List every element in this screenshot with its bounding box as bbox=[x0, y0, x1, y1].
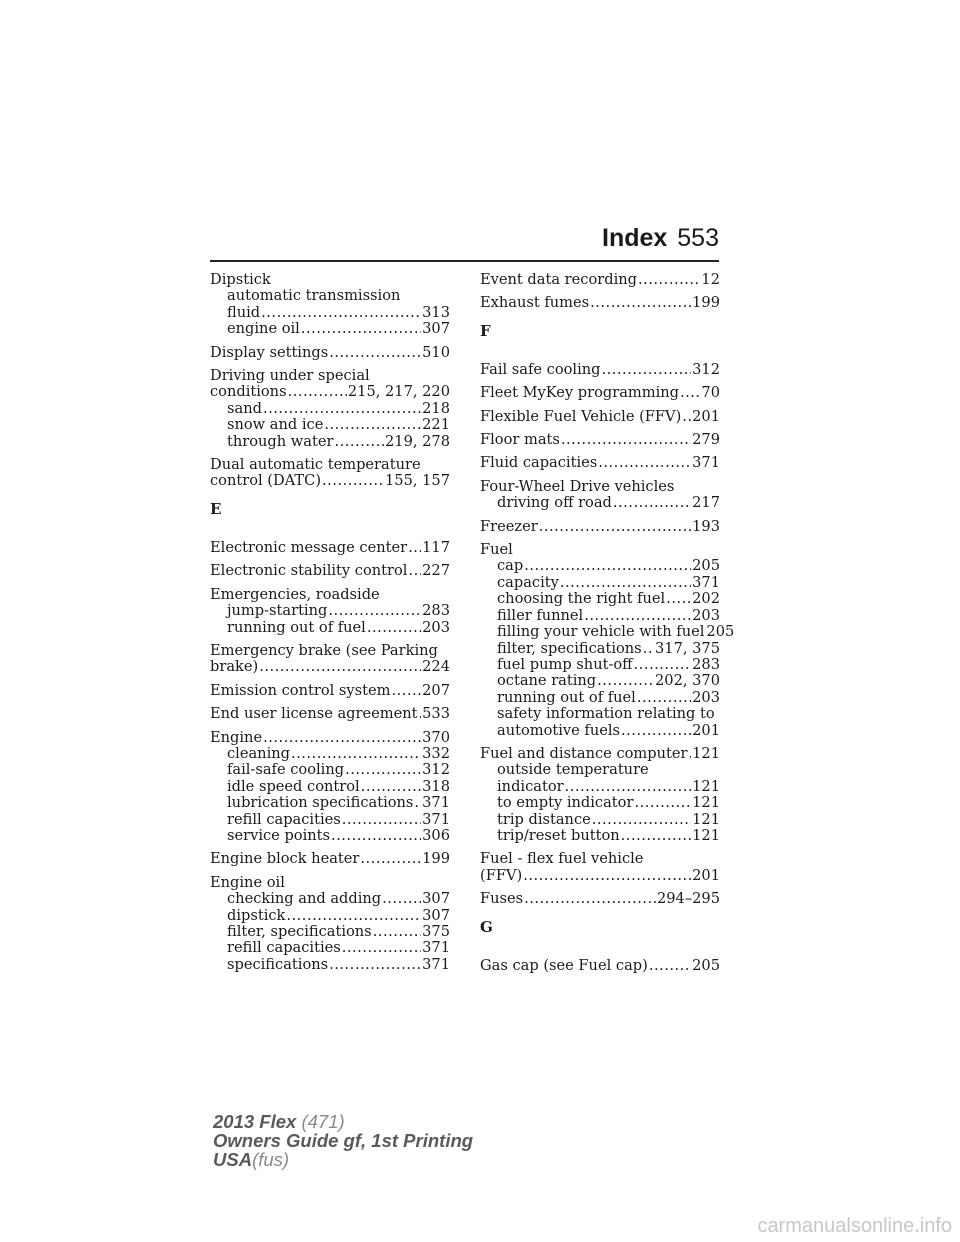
dot-leader bbox=[634, 795, 691, 811]
index-subentry bbox=[210, 779, 450, 795]
dot-leader bbox=[602, 362, 692, 378]
dot-leader bbox=[597, 673, 654, 689]
index-term-line bbox=[480, 746, 720, 762]
dot-leader bbox=[322, 473, 384, 489]
index-term: refill capacities bbox=[227, 939, 341, 957]
page-reference: 224 bbox=[422, 658, 450, 676]
index-entry bbox=[210, 683, 450, 699]
index-subentry bbox=[480, 673, 720, 689]
index-subentry bbox=[480, 495, 720, 511]
index-term: Freezer bbox=[480, 517, 538, 535]
dot-leader bbox=[565, 779, 692, 795]
page-title: Index bbox=[602, 224, 668, 252]
page-reference: 201 bbox=[692, 866, 720, 884]
page-reference: 370 bbox=[422, 728, 450, 746]
dot-leader bbox=[561, 432, 691, 448]
dot-leader bbox=[334, 434, 384, 450]
index-subentry bbox=[210, 401, 450, 417]
index-subentry bbox=[210, 603, 450, 619]
index-entry bbox=[210, 457, 450, 490]
page-reference: 312 bbox=[422, 761, 450, 779]
dot-leader bbox=[342, 812, 421, 828]
index-term-line bbox=[480, 385, 720, 401]
page-reference: 371 bbox=[422, 794, 450, 812]
page-reference: 218 bbox=[422, 399, 450, 417]
index-term-line bbox=[210, 563, 450, 579]
index-term-line bbox=[480, 272, 720, 288]
index-term-line bbox=[210, 272, 450, 288]
page-reference: 533 bbox=[422, 705, 450, 723]
index-term: driving off road bbox=[497, 494, 612, 512]
index-entry bbox=[480, 432, 720, 448]
index-term-line bbox=[480, 891, 720, 907]
index-term: through water bbox=[227, 432, 334, 450]
page-reference: 312 bbox=[692, 360, 720, 378]
index-entry bbox=[480, 746, 720, 844]
index-entry bbox=[210, 587, 450, 636]
page-reference: 201 bbox=[692, 721, 720, 739]
dot-leader bbox=[560, 575, 691, 591]
page-reference: 227 bbox=[422, 562, 450, 580]
index-term: Emergencies, roadside bbox=[210, 585, 380, 603]
index-subentry bbox=[480, 591, 720, 607]
dot-leader bbox=[259, 659, 421, 675]
index-entry bbox=[210, 706, 450, 722]
index-term: Engine bbox=[210, 728, 263, 746]
page-reference: 279 bbox=[692, 431, 720, 449]
page-reference: 202 bbox=[692, 590, 720, 608]
index-term: sand bbox=[227, 399, 262, 417]
dot-leader bbox=[666, 591, 691, 607]
index-term: snow and ice bbox=[227, 416, 324, 434]
index-term: Fuses bbox=[480, 890, 524, 908]
index-subentry bbox=[480, 828, 720, 844]
index-term: choosing the right fuel bbox=[497, 590, 666, 608]
index-term-line bbox=[210, 345, 450, 361]
dot-leader bbox=[263, 401, 421, 417]
index-entry bbox=[480, 541, 735, 739]
index-term-line bbox=[210, 457, 450, 473]
footer-model: 2013 Flex bbox=[213, 1111, 297, 1132]
index-subentry bbox=[210, 908, 450, 924]
footer-region-code: (fus) bbox=[252, 1149, 290, 1170]
index-term: trip/reset button bbox=[497, 826, 620, 844]
watermark: carmanualsonline.info bbox=[757, 1215, 952, 1237]
index-subentry bbox=[480, 690, 720, 706]
dot-leader bbox=[261, 305, 421, 321]
dot-leader bbox=[286, 908, 421, 924]
index-subentry bbox=[480, 762, 720, 778]
dot-leader bbox=[288, 384, 347, 400]
footer-model-code: (471) bbox=[301, 1111, 345, 1132]
index-subentry bbox=[480, 657, 720, 673]
page-reference: 121 bbox=[692, 810, 720, 828]
index-term: Engine oil bbox=[210, 873, 285, 891]
index-term: jump-starting bbox=[227, 602, 328, 620]
index-term: Fuel and distance computer bbox=[480, 744, 688, 762]
page-reference: 307 bbox=[422, 906, 450, 924]
page-reference: 219, 278 bbox=[385, 432, 450, 450]
dot-leader bbox=[361, 779, 421, 795]
dot-leader bbox=[419, 706, 422, 722]
index-term: trip distance bbox=[497, 810, 591, 828]
page-reference: 199 bbox=[692, 294, 720, 312]
dot-leader bbox=[524, 558, 691, 574]
index-term: refill capacities bbox=[227, 810, 341, 828]
dot-leader bbox=[408, 540, 421, 556]
dot-leader bbox=[360, 851, 421, 867]
index-subentry bbox=[210, 891, 450, 907]
page-reference: 155, 157 bbox=[385, 472, 450, 490]
dot-leader bbox=[373, 924, 421, 940]
index-term: Dipstick bbox=[210, 271, 271, 288]
index-entry bbox=[480, 272, 720, 288]
index-term: control (DATC) bbox=[210, 472, 322, 490]
index-subentry bbox=[210, 957, 450, 973]
page-reference: 371 bbox=[692, 454, 720, 472]
index-subentry bbox=[210, 305, 450, 321]
index-term-line bbox=[210, 540, 450, 556]
index-term-line bbox=[480, 455, 720, 471]
dot-leader bbox=[524, 891, 656, 907]
index-column-left bbox=[210, 272, 450, 980]
index-subentry bbox=[210, 434, 450, 450]
index-entry bbox=[480, 479, 720, 512]
index-entry bbox=[210, 730, 450, 845]
index-term: Flexible Fuel Vehicle (FFV) bbox=[480, 407, 682, 425]
section-letter: E bbox=[210, 499, 222, 518]
page-reference: 201 bbox=[692, 407, 720, 425]
index-term-line bbox=[480, 851, 720, 867]
footer-guide: Owners Guide gf, 1st Printing bbox=[213, 1130, 474, 1151]
page-reference: 121 bbox=[692, 794, 720, 812]
index-term: Event data recording bbox=[480, 271, 637, 288]
index-entry bbox=[210, 272, 450, 338]
index-subentry bbox=[480, 608, 720, 624]
index-subentry bbox=[210, 746, 450, 762]
page-reference: 205 bbox=[692, 956, 720, 974]
index-term: Engine block heater bbox=[210, 850, 360, 868]
dot-leader bbox=[688, 746, 691, 762]
page-reference: 121 bbox=[692, 826, 720, 844]
page-reference: 371 bbox=[422, 955, 450, 973]
index-term: octane rating bbox=[497, 672, 597, 690]
index-term-line bbox=[210, 730, 450, 746]
index-term-line bbox=[210, 706, 450, 722]
page-reference: 70 bbox=[701, 384, 720, 402]
dot-leader bbox=[637, 690, 691, 706]
index-term: Display settings bbox=[210, 343, 329, 361]
index-term: cap bbox=[497, 557, 524, 575]
index-term: fluid bbox=[227, 303, 261, 321]
dot-leader bbox=[301, 321, 421, 337]
index-term-line bbox=[480, 409, 720, 425]
index-entry bbox=[480, 295, 720, 311]
index-term: engine oil bbox=[227, 320, 300, 338]
index-entry bbox=[480, 362, 720, 378]
dot-leader bbox=[613, 495, 691, 511]
page-reference: 205 bbox=[706, 623, 735, 641]
dot-leader bbox=[291, 746, 421, 762]
index-term-line bbox=[480, 519, 720, 535]
dot-leader bbox=[584, 608, 691, 624]
dot-leader bbox=[621, 828, 691, 844]
dot-leader bbox=[329, 957, 421, 973]
index-term: Fail safe cooling bbox=[480, 360, 601, 378]
page-reference: 371 bbox=[422, 939, 450, 957]
dot-leader bbox=[391, 683, 421, 699]
index-term: Floor mats bbox=[480, 431, 560, 449]
page-reference: 199 bbox=[422, 850, 450, 868]
dot-leader bbox=[539, 519, 691, 535]
index-term: Dual automatic temperature bbox=[210, 456, 421, 474]
index-term: idle speed control bbox=[227, 777, 360, 795]
page-reference: 207 bbox=[422, 681, 450, 699]
index-term: to empty indicator bbox=[497, 794, 634, 812]
dot-leader bbox=[523, 868, 691, 884]
index-term: filter, specifications bbox=[497, 639, 642, 657]
index-term: Four-Wheel Drive vehicles bbox=[480, 477, 675, 495]
index-term: lubrication specifications bbox=[227, 794, 414, 812]
page-reference: 205 bbox=[692, 557, 720, 575]
index-subentry bbox=[210, 417, 450, 433]
index-subentry bbox=[480, 795, 720, 811]
index-term: End user license agreement bbox=[210, 705, 418, 723]
index-term-line bbox=[210, 875, 450, 891]
index-term: conditions bbox=[210, 383, 287, 401]
index-subentry bbox=[210, 795, 450, 811]
index-term: specifications bbox=[227, 955, 329, 973]
index-entry bbox=[480, 851, 720, 884]
page-reference: 12 bbox=[701, 271, 720, 288]
index-term-line bbox=[210, 659, 450, 675]
index-term-line bbox=[210, 587, 450, 603]
page-reference: 202, 370 bbox=[655, 672, 720, 690]
index-term: (FFV) bbox=[480, 866, 523, 884]
page-reference: 283 bbox=[422, 602, 450, 620]
dot-leader bbox=[382, 891, 421, 907]
index-term-line bbox=[480, 362, 720, 378]
index-term: filling your vehicle with fuel bbox=[497, 623, 705, 641]
index-term-line bbox=[480, 958, 720, 974]
dot-leader bbox=[328, 603, 421, 619]
page-reference: 217 bbox=[692, 494, 720, 512]
page-reference: 371 bbox=[422, 810, 450, 828]
dot-leader bbox=[638, 272, 700, 288]
page-reference: 121 bbox=[692, 777, 720, 795]
page-reference: 203 bbox=[692, 606, 720, 624]
page-header bbox=[210, 222, 719, 262]
index-term: filter, specifications bbox=[227, 923, 372, 940]
index-term-line bbox=[480, 432, 720, 448]
dot-leader bbox=[331, 828, 421, 844]
index-term: cleaning bbox=[227, 744, 290, 762]
index-entry bbox=[210, 345, 450, 361]
page-reference: 193 bbox=[692, 517, 720, 535]
index-term: Driving under special bbox=[210, 367, 370, 385]
index-term: Electronic message center bbox=[210, 538, 408, 556]
dot-leader bbox=[414, 795, 421, 811]
dot-leader bbox=[408, 563, 421, 579]
dot-leader bbox=[682, 409, 691, 425]
index-entry bbox=[480, 958, 720, 974]
index-term: automotive fuels bbox=[497, 721, 621, 739]
index-subentry bbox=[210, 940, 450, 956]
index-term: brake) bbox=[210, 658, 259, 676]
index-term: capacity bbox=[497, 573, 559, 591]
index-term: automatic transmission bbox=[227, 287, 401, 305]
page-reference: 307 bbox=[422, 320, 450, 338]
index-term: Electronic stability control bbox=[210, 562, 408, 580]
section-letter: F bbox=[480, 321, 491, 340]
index-entry bbox=[480, 891, 720, 907]
page-reference: 294–295 bbox=[656, 890, 720, 908]
page-reference: 203 bbox=[692, 688, 720, 706]
page-reference: 283 bbox=[692, 655, 720, 673]
index-term-line bbox=[480, 542, 720, 558]
index-term-line bbox=[210, 643, 450, 659]
page-reference: 371 bbox=[692, 573, 720, 591]
dot-leader bbox=[634, 657, 692, 673]
dot-leader bbox=[649, 958, 691, 974]
dot-leader bbox=[367, 620, 421, 636]
page-reference: 332 bbox=[422, 744, 450, 762]
index-term: Fuel - flex fuel vehicle bbox=[480, 850, 644, 868]
dot-leader bbox=[592, 812, 691, 828]
page-reference: 306 bbox=[422, 826, 450, 844]
index-subentry bbox=[210, 620, 450, 636]
index-term: Fuel bbox=[480, 541, 513, 559]
page-reference: 203 bbox=[422, 618, 450, 636]
index-subentry bbox=[210, 321, 450, 337]
dot-leader bbox=[621, 723, 691, 739]
index-subentry bbox=[210, 924, 450, 940]
index-term: running out of fuel bbox=[227, 618, 366, 636]
index-entry bbox=[480, 455, 720, 471]
dot-leader bbox=[643, 641, 654, 657]
page-reference: 313 bbox=[422, 303, 450, 321]
index-term: Fluid capacities bbox=[480, 454, 598, 472]
index-subentry bbox=[210, 288, 450, 304]
index-term: outside temperature bbox=[497, 761, 649, 779]
page-number: 553 bbox=[677, 224, 719, 252]
dot-leader bbox=[324, 417, 421, 433]
footer-region: USA bbox=[213, 1149, 253, 1170]
index-subentry bbox=[210, 828, 450, 844]
index-entry bbox=[210, 563, 450, 579]
index-term: indicator bbox=[497, 777, 564, 795]
index-term: checking and adding bbox=[227, 890, 382, 908]
dot-leader bbox=[263, 730, 421, 746]
document-footer bbox=[213, 1112, 473, 1169]
page-reference: 221 bbox=[422, 416, 450, 434]
index-term: dipstick bbox=[227, 906, 286, 924]
index-entry bbox=[210, 643, 450, 676]
index-term-line bbox=[210, 683, 450, 699]
page-reference: 307 bbox=[422, 890, 450, 908]
index-entry bbox=[210, 368, 450, 450]
page-reference: 510 bbox=[422, 343, 450, 361]
page-reference: 215, 217, 220 bbox=[347, 383, 450, 401]
page-reference: 117 bbox=[422, 538, 450, 556]
dot-leader bbox=[590, 295, 691, 311]
index-entry bbox=[480, 409, 720, 425]
dot-leader bbox=[342, 940, 421, 956]
index-term: Emergency brake (see Parking bbox=[210, 641, 438, 659]
index-subentry bbox=[480, 641, 720, 657]
index-term: running out of fuel bbox=[497, 688, 636, 706]
index-subentry bbox=[480, 812, 720, 828]
dot-leader bbox=[598, 455, 691, 471]
index-term: safety information relating to bbox=[497, 705, 715, 723]
index-entry bbox=[210, 540, 450, 556]
page-reference: 121 bbox=[692, 744, 720, 762]
index-subentry bbox=[480, 706, 720, 722]
index-subentry bbox=[480, 575, 720, 591]
index-term-line bbox=[210, 473, 450, 489]
index-entry bbox=[480, 519, 720, 535]
index-entry bbox=[210, 875, 450, 973]
dot-leader bbox=[345, 762, 421, 778]
index-subentry bbox=[210, 762, 450, 778]
index-entry bbox=[480, 385, 720, 401]
index-entry bbox=[210, 851, 450, 867]
page-reference: 317, 375 bbox=[655, 639, 720, 657]
index-term: Exhaust fumes bbox=[480, 294, 590, 312]
dot-leader bbox=[329, 345, 421, 361]
page-reference: 318 bbox=[422, 777, 450, 795]
index-subentry bbox=[480, 558, 720, 574]
index-term: Emission control system bbox=[210, 681, 391, 699]
index-term-line bbox=[480, 295, 720, 311]
page-reference: 375 bbox=[422, 923, 450, 940]
index-term-line bbox=[210, 368, 450, 384]
index-term: Gas cap (see Fuel cap) bbox=[480, 956, 648, 974]
index-term-line bbox=[480, 868, 720, 884]
index-subentry bbox=[480, 723, 720, 739]
index-term: fail-safe cooling bbox=[227, 761, 345, 779]
index-term: Fleet MyKey programming bbox=[480, 384, 679, 402]
index-subentry bbox=[480, 623, 735, 641]
index-term: fuel pump shut-off bbox=[497, 655, 633, 673]
index-subentry bbox=[480, 779, 720, 795]
section-letter: G bbox=[480, 917, 493, 936]
index-column-right bbox=[480, 271, 735, 981]
index-subentry bbox=[210, 812, 450, 828]
index-term-line bbox=[210, 851, 450, 867]
index-term-line bbox=[210, 384, 450, 400]
index-term: filler funnel bbox=[497, 606, 584, 624]
index-term: service points bbox=[227, 826, 331, 844]
dot-leader bbox=[680, 385, 700, 401]
index-term-line bbox=[480, 479, 720, 495]
